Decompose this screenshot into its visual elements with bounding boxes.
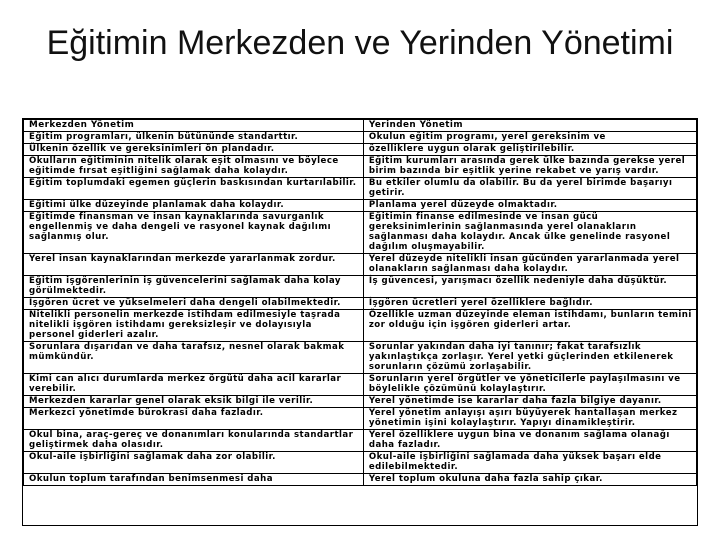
table-row: [24, 452, 697, 474]
cell-local: Okulun eğitim programı, yerel gereksinim ve: [363, 132, 696, 144]
table-row: [24, 212, 697, 254]
cell-central: İşgören ücret ve yükselmeleri daha dengeli olabilmektedir.: [24, 298, 364, 310]
cell-local: Planlama yerel düzeyde olmaktadır.: [363, 200, 696, 212]
cell-local: Sorunlar yakından daha iyi tanınır; fakat tarafsızlık yakınlaştıkça zorlaşır. Yerel yetki güçlerinden etkilenerek sorunların çözümü zorlaşabilir.: [363, 342, 696, 374]
cell-local: Yerel toplum okuluna daha fazla sahip çıkar.: [363, 474, 696, 486]
cell-central: Yerel insan kaynaklarından merkezde yararlanmak zordur.: [24, 254, 364, 276]
header-local: Yerinden Yönetim: [363, 120, 696, 132]
title-text: Eğitimin Merkezden ve Yerinden Yönetimi: [46, 24, 674, 62]
page-title: [0, 22, 720, 64]
cell-local: İşgören ücretleri yerel özelliklere bağlıdır.: [363, 298, 696, 310]
table-row: [24, 144, 697, 156]
table-row: [24, 374, 697, 396]
table-row: [24, 474, 697, 486]
cell-local: Özellikle uzman düzeyinde eleman istihdamı, bunların temini zor olduğu için işgören giderleri artar.: [363, 310, 696, 342]
cell-central: Eğitimi ülke düzeyinde planlamak daha kolaydır.: [24, 200, 364, 212]
cell-central: Merkezden kararlar genel olarak eksik bilgi ile verilir.: [24, 396, 364, 408]
cell-local: İş güvencesi, yarışmacı özellik nedeniyle daha düşüktür.: [363, 276, 696, 298]
comparison-table-container: [22, 118, 698, 526]
cell-local: Okul-aile işbirliğini sağlamada daha yüksek başarı elde edilebilmektedir.: [363, 452, 696, 474]
cell-local: Eğitimin finanse edilmesinde ve insan gücü gereksinimlerinin sağlanmasında yerel olanakların sağlanması daha kolaydır. Ancak ülke genelinde rasyonel dağılım oluşmayabilir.: [363, 212, 696, 254]
cell-central: Eğitim programları, ülkenin bütününde standarttır.: [24, 132, 364, 144]
cell-central: Merkezci yönetimde bürokrasi daha fazladır.: [24, 408, 364, 430]
cell-local: Yerel yönetimde ise kararlar daha fazla bilgiye dayanır.: [363, 396, 696, 408]
cell-central: Kimi can alıcı durumlarda merkez örgütü daha acil kararlar verebilir.: [24, 374, 364, 396]
table-row: [24, 408, 697, 430]
cell-local: Yerel düzeyde nitelikli insan gücünden yararlanmada yerel olanakların sağlanması daha kolaydır.: [363, 254, 696, 276]
table-row: [24, 430, 697, 452]
cell-central: Okul bina, araç-gereç ve donanımları konularında standartlar geliştirmek daha olasıdır.: [24, 430, 364, 452]
table-row: [24, 156, 697, 178]
table-header-row: [24, 120, 697, 132]
cell-local: Yerel özelliklere uygun bina ve donanım sağlama olanağı daha fazladır.: [363, 430, 696, 452]
cell-local: özelliklere uygun olarak geliştirilebilir.: [363, 144, 696, 156]
table-row: [24, 298, 697, 310]
cell-local: Yerel yönetim anlayışı aşırı büyüyerek hantallaşan merkez yönetimin işini kolaylaştırır. Yapıyı dinamikleştirir.: [363, 408, 696, 430]
table-row: [24, 276, 697, 298]
cell-local: Sorunların yerel örgütler ve yöneticilerle paylaşılmasını ve böylelikle çözümünü kolaylaştırır.: [363, 374, 696, 396]
cell-central: Okul-aile işbirliğini sağlamak daha zor olabilir.: [24, 452, 364, 474]
table-row: [24, 396, 697, 408]
cell-central: Eğitim toplumdaki egemen güçlerin baskısından kurtarılabilir.: [24, 178, 364, 200]
table-row: [24, 132, 697, 144]
header-central: Merkezden Yönetim: [24, 120, 364, 132]
cell-local: Eğitim kurumları arasında gerek ülke bazında gerekse yerel birim bazında bir eşitlik yerine rekabet ve yarış vardır.: [363, 156, 696, 178]
cell-central: Ülkenin özellik ve gereksinimleri ön plandadır.: [24, 144, 364, 156]
cell-central: Okulun toplum tarafından benimsenmesi daha: [24, 474, 364, 486]
cell-central: Nitelikli personelin merkezde istihdam edilmesiyle taşrada nitelikli işgören istihdamı gereksizleşir ve dolayısıyla personel giderleri azalır.: [24, 310, 364, 342]
cell-central: Sorunlara dışarıdan ve daha tarafsız, nesnel olarak bakmak mümkündür.: [24, 342, 364, 374]
table-row: [24, 200, 697, 212]
cell-central: Eğitimde finansman ve insan kaynaklarında savurganlık engellenmiş ve daha dengeli ve rasyonel kaynak dağılımı sağlanmış olur.: [24, 212, 364, 254]
cell-local: Bu etkiler olumlu da olabilir. Bu da yerel birimde başarıyı getirir.: [363, 178, 696, 200]
table-row: [24, 310, 697, 342]
comparison-table: [23, 119, 697, 486]
cell-central: Eğitim işgörenlerinin iş güvencelerini sağlamak daha kolay görülmektedir.: [24, 276, 364, 298]
table-row: [24, 178, 697, 200]
cell-central: Okulların eğitiminin nitelik olarak eşit olmasını ve böylece eğitimde fırsat eşitliğini sağlamak daha kolaydır.: [24, 156, 364, 178]
table-row: [24, 254, 697, 276]
table-row: [24, 342, 697, 374]
